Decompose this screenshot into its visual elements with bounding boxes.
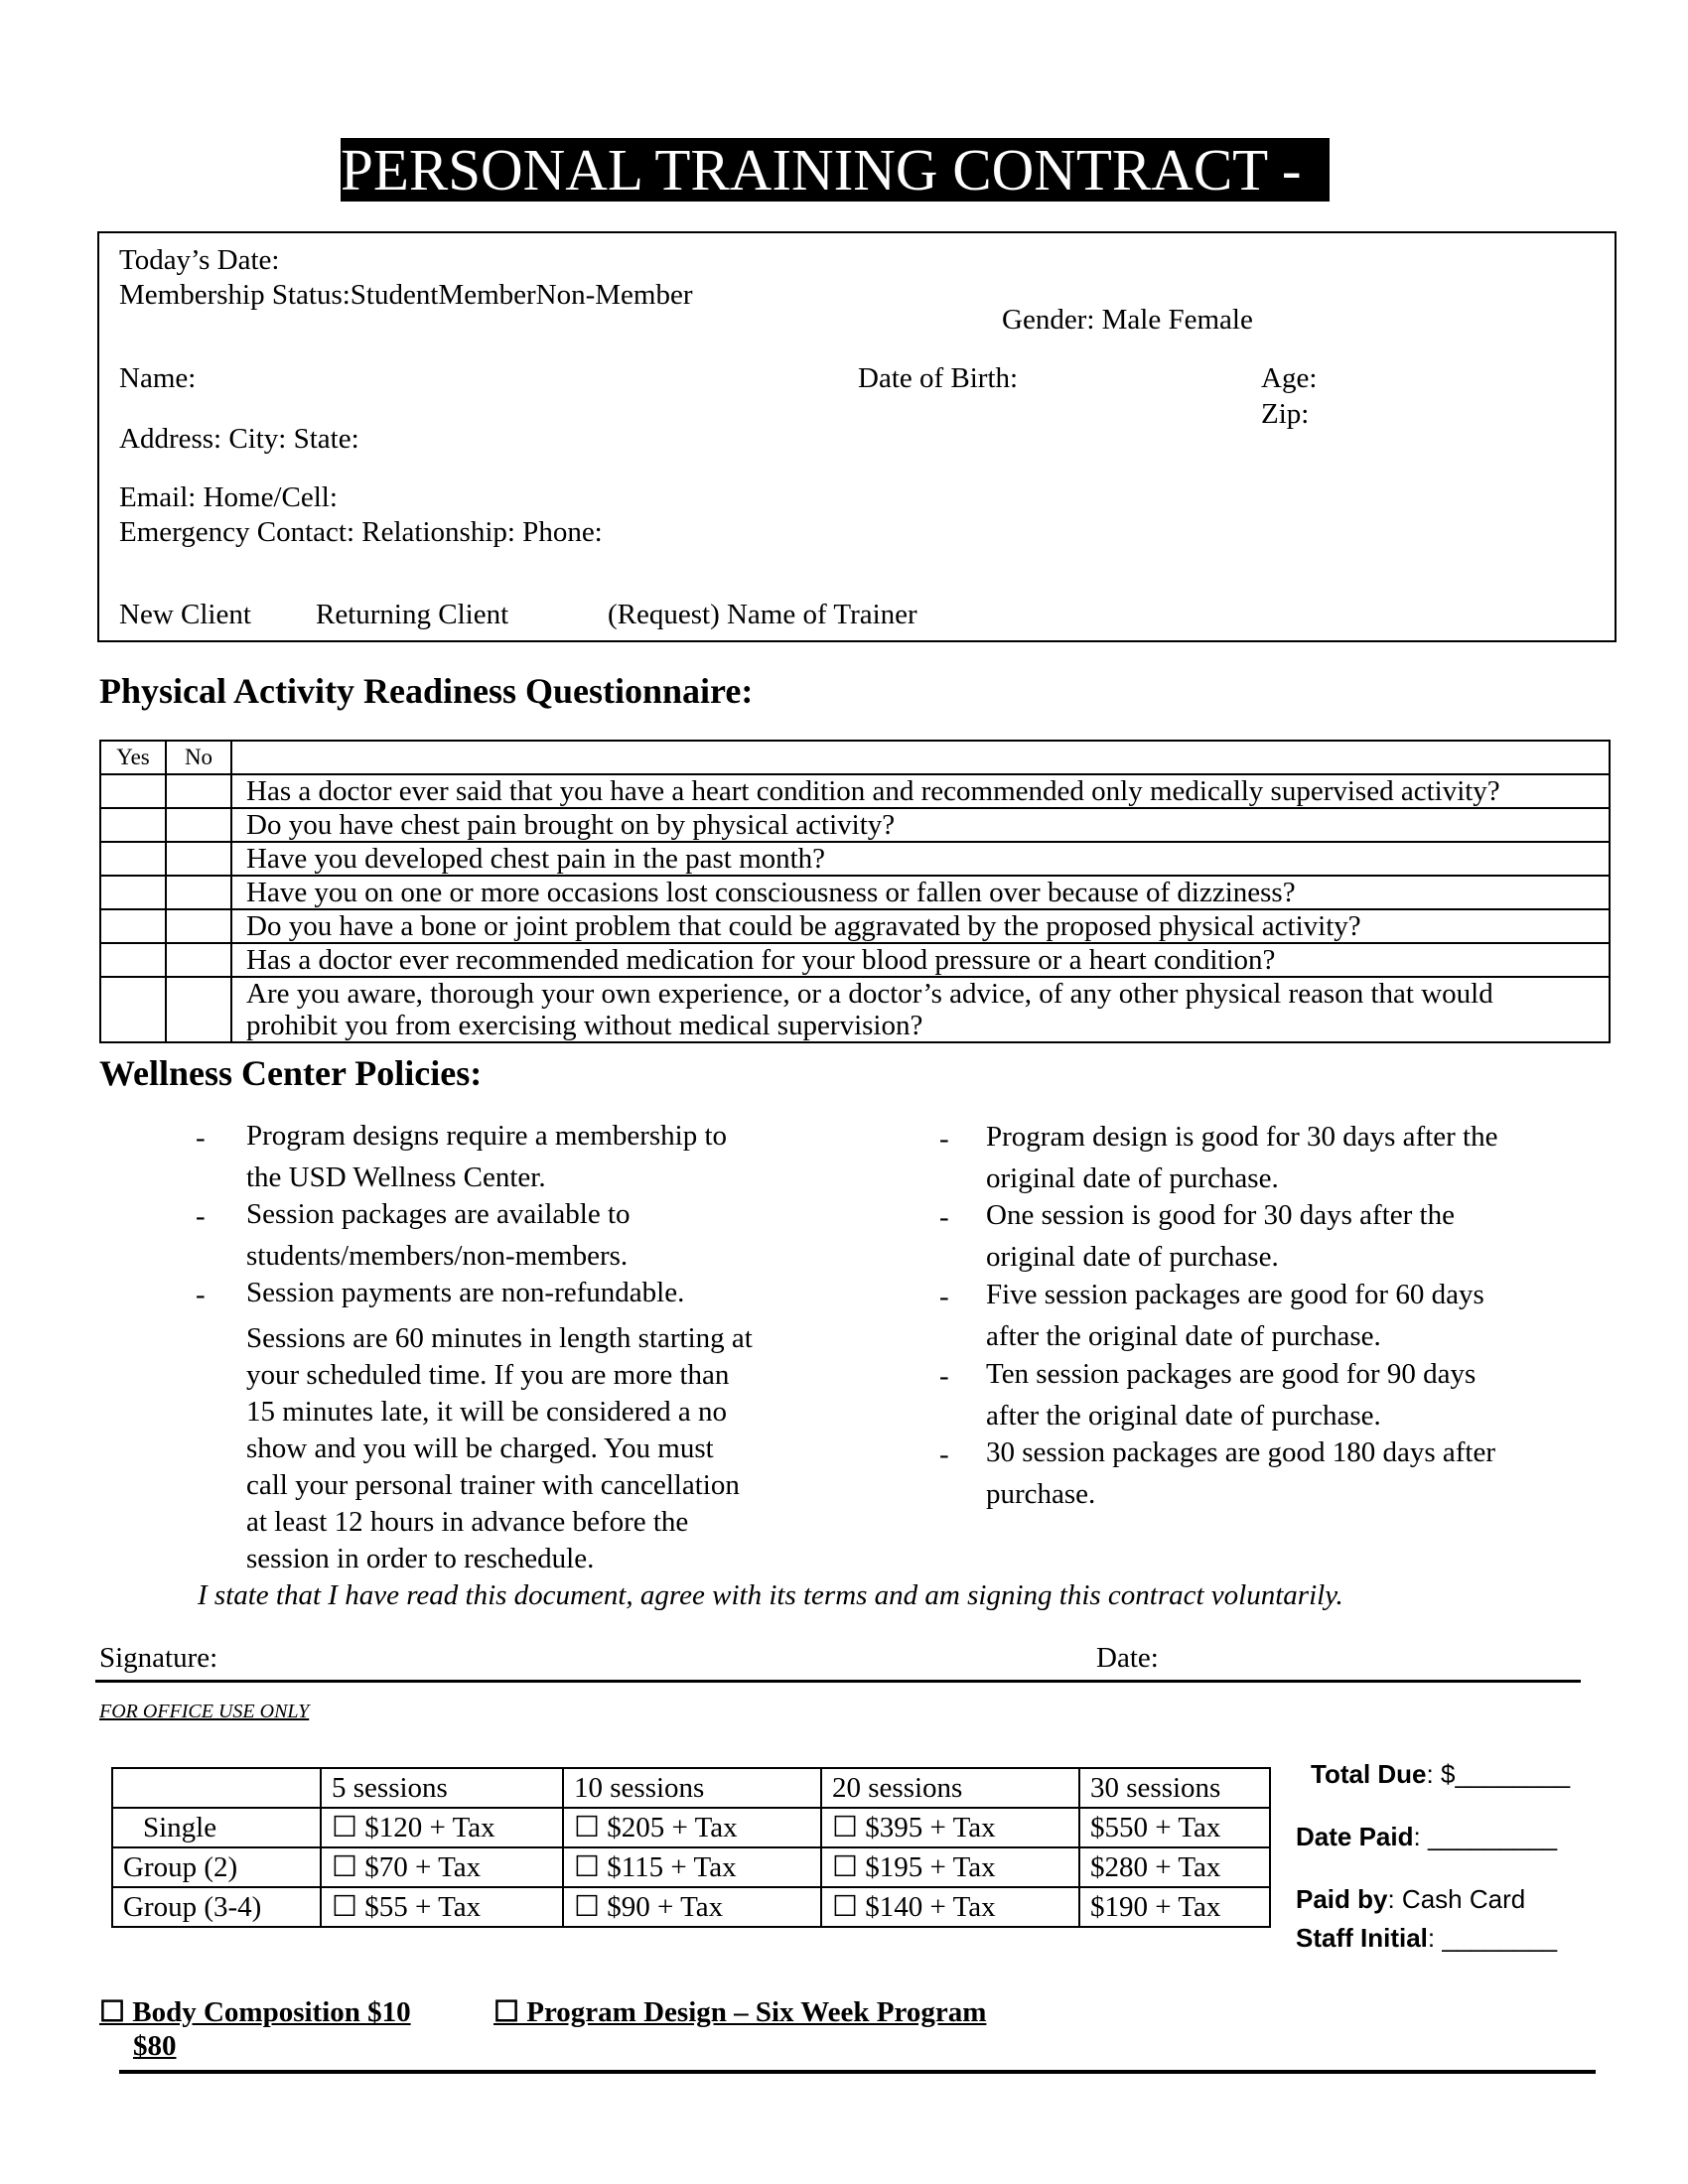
policy-line: original date of purchase. [986, 1241, 1279, 1273]
pricing-header-cell [112, 1768, 321, 1808]
price-option[interactable]: ☐ $120 + Tax [321, 1808, 563, 1847]
address-label: Address: City: State: [119, 423, 359, 455]
signature-line[interactable] [95, 1680, 1581, 1683]
pricing-header-cell: 10 sessions [563, 1768, 821, 1808]
question-text: Has a doctor ever said that you have a heart condition and recommended only medically supervised activity? [231, 774, 1610, 808]
price-option[interactable]: ☐ $115 + Tax [563, 1847, 821, 1887]
parq-question-row [100, 842, 1610, 876]
program-design-price: $80 [133, 2030, 177, 2062]
policy-line: the USD Wellness Center. [246, 1161, 546, 1193]
price-option[interactable]: $190 + Tax [1079, 1887, 1270, 1927]
no-checkbox[interactable] [166, 977, 231, 1042]
emergency-contact-label: Emergency Contact: Relationship: Phone: [119, 516, 603, 548]
parq-question-row [100, 774, 1610, 808]
yes-checkbox[interactable] [100, 808, 166, 842]
policy-line: call your personal trainer with cancellation [246, 1469, 740, 1501]
todays-date-label: Today’s Date: [119, 244, 280, 276]
zip-label: Zip: [1261, 398, 1310, 430]
staff-initial-field[interactable] [1296, 1923, 1557, 1954]
new-client-label: New Client [119, 599, 251, 630]
pricing-type-cell: Single [112, 1808, 321, 1847]
policy-item [246, 1115, 727, 1198]
question-text-line: Are you aware, thorough your own experience, or a doctor’s advice, of any other physical reason that would [246, 978, 1493, 1010]
pricing-row [112, 1808, 1270, 1847]
paid-by-value: : Cash Card [1387, 1884, 1526, 1914]
date-paid-value: : _________ [1413, 1822, 1558, 1851]
bullet-dash: - [939, 1281, 949, 1312]
yes-checkbox[interactable] [100, 876, 166, 909]
no-checkbox[interactable] [166, 943, 231, 977]
bullet-dash: - [196, 1200, 206, 1232]
price-option[interactable]: ☐ $395 + Tax [821, 1808, 1079, 1847]
policy-line: purchase. [986, 1478, 1096, 1510]
policy-line: Session payments are non-refundable. [246, 1277, 685, 1308]
staff-initial-label: Staff Initial [1296, 1923, 1428, 1953]
policy-line: after the original date of purchase. [986, 1400, 1381, 1432]
no-checkbox[interactable] [166, 909, 231, 943]
question-text: Do you have a bone or joint problem that could be aggravated by the proposed physical activity? [231, 909, 1610, 943]
no-header: No [166, 741, 231, 774]
pricing-header-cell: 30 sessions [1079, 1768, 1270, 1808]
yes-checkbox[interactable] [100, 943, 166, 977]
pricing-row [112, 1847, 1270, 1887]
price-option[interactable]: ☐ $195 + Tax [821, 1847, 1079, 1887]
policy-line: 30 session packages are good 180 days after [986, 1436, 1495, 1468]
policy-line: show and you will be charged. You must [246, 1433, 714, 1464]
question-text [231, 977, 1610, 1042]
policy-line: students/members/non-members. [246, 1240, 629, 1272]
question-text: Do you have chest pain brought on by physical activity? [231, 808, 1610, 842]
gender-label: Gender: Male Female [1002, 304, 1253, 336]
bullet-dash: - [939, 1360, 949, 1392]
yes-header: Yes [100, 741, 166, 774]
pricing-row [112, 1887, 1270, 1927]
yes-checkbox[interactable] [100, 842, 166, 876]
date-paid-field[interactable] [1296, 1822, 1557, 1852]
pricing-header-row [112, 1768, 1270, 1808]
policy-item [986, 1194, 1455, 1278]
paid-by-label: Paid by [1296, 1884, 1388, 1914]
question-text-line: prohibit you from exercising without medical supervision? [246, 1010, 923, 1041]
total-due-value: : $________ [1426, 1759, 1571, 1789]
request-trainer-label: (Request) Name of Trainer [608, 599, 917, 630]
policy-line: Sessions are 60 minutes in length starting at [246, 1322, 753, 1354]
date-paid-label: Date Paid [1296, 1822, 1414, 1851]
parq-question-row [100, 808, 1610, 842]
signature-date-label: Date: [1096, 1642, 1159, 1674]
policy-line: Session packages are available to [246, 1198, 631, 1230]
bullet-dash: - [196, 1122, 206, 1154]
policy-line: Program design is good for 30 days after the [986, 1121, 1498, 1153]
policy-line: Program designs require a membership to [246, 1120, 728, 1152]
question-text: Has a doctor ever recommended medication for your blood pressure or a heart condition? [231, 943, 1610, 977]
policy-line: One session is good for 30 days after the [986, 1199, 1455, 1231]
pricing-header-cell: 5 sessions [321, 1768, 563, 1808]
yes-checkbox[interactable] [100, 774, 166, 808]
age-label: Age: [1261, 362, 1318, 394]
name-label: Name: [119, 362, 197, 394]
no-checkbox[interactable] [166, 774, 231, 808]
parq-question-row [100, 876, 1610, 909]
policy-line: original date of purchase. [986, 1162, 1279, 1194]
agreement-statement: I state that I have read this document, agree with its terms and am signing this contract voluntarily. [198, 1579, 1343, 1611]
price-option[interactable]: ☐ $140 + Tax [821, 1887, 1079, 1927]
signature-label: Signature: [99, 1642, 218, 1674]
office-use-label: FOR OFFICE USE ONLY [99, 1701, 310, 1722]
question-text: Have you on one or more occasions lost consciousness or fallen over because of dizziness? [231, 876, 1610, 909]
policy-line: 15 minutes late, it will be considered a no [246, 1396, 728, 1428]
bullet-dash: - [939, 1123, 949, 1155]
email-label: Email: Home/Cell: [119, 481, 338, 513]
pricing-header-cell: 20 sessions [821, 1768, 1079, 1808]
price-option[interactable]: ☐ $205 + Tax [563, 1808, 821, 1847]
no-checkbox[interactable] [166, 808, 231, 842]
question-text: Have you developed chest pain in the past month? [231, 842, 1610, 876]
policy-line: after the original date of purchase. [986, 1320, 1381, 1352]
policy-line: your scheduled time. If you are more than [246, 1359, 730, 1391]
policies-heading: Wellness Center Policies: [99, 1053, 483, 1093]
page-title: PERSONAL TRAINING CONTRACT - [341, 138, 1330, 202]
date-of-birth-label: Date of Birth: [858, 362, 1019, 394]
bottom-rule [119, 2070, 1596, 2074]
parq-question-row [100, 943, 1610, 977]
price-option[interactable]: ☐ $70 + Tax [321, 1847, 563, 1887]
parq-heading: Physical Activity Readiness Questionnaire: [99, 671, 754, 711]
staff-initial-value: : ________ [1427, 1923, 1558, 1953]
policy-item [986, 1274, 1484, 1357]
policy-item [986, 1116, 1497, 1199]
paid-by-field[interactable] [1296, 1884, 1525, 1915]
price-option[interactable]: $550 + Tax [1079, 1808, 1270, 1847]
policy-line: at least 12 hours in advance before the [246, 1506, 689, 1538]
pricing-type-cell: Group (2) [112, 1847, 321, 1887]
policy-line: session in order to reschedule. [246, 1543, 595, 1574]
no-checkbox[interactable] [166, 842, 231, 876]
pricing-table [111, 1767, 1271, 1928]
price-option[interactable]: $280 + Tax [1079, 1847, 1270, 1887]
bullet-dash: - [939, 1201, 949, 1233]
parq-question-row [100, 977, 1610, 1042]
policy-item [246, 1272, 684, 1313]
bullet-dash: - [196, 1279, 206, 1310]
bullet-dash: - [939, 1438, 949, 1470]
no-checkbox[interactable] [166, 876, 231, 909]
returning-client-label: Returning Client [316, 599, 509, 630]
question-header [231, 741, 1610, 774]
policy-item [986, 1432, 1495, 1515]
parq-table [99, 740, 1611, 1043]
policy-line: Five session packages are good for 60 days [986, 1279, 1484, 1310]
yes-checkbox[interactable] [100, 977, 166, 1042]
policy-item [246, 1193, 631, 1277]
program-design-option[interactable]: ☐ Program Design – Six Week Program [493, 1996, 987, 2028]
total-due-field[interactable] [1311, 1759, 1570, 1790]
pricing-type-cell: Group (3-4) [112, 1887, 321, 1927]
parq-header-row [100, 741, 1610, 774]
membership-status-label: Membership Status:StudentMemberNon-Member [119, 279, 693, 311]
total-due-label: Total Due [1311, 1759, 1427, 1789]
yes-checkbox[interactable] [100, 909, 166, 943]
policy-paragraph [246, 1320, 753, 1577]
body-composition-option[interactable]: ☐ Body Composition $10 [99, 1996, 411, 2028]
policy-item [986, 1353, 1476, 1436]
policy-line: Ten session packages are good for 90 days [986, 1358, 1477, 1390]
price-option[interactable]: ☐ $90 + Tax [563, 1887, 821, 1927]
price-option[interactable]: ☐ $55 + Tax [321, 1887, 563, 1927]
parq-question-row [100, 909, 1610, 943]
